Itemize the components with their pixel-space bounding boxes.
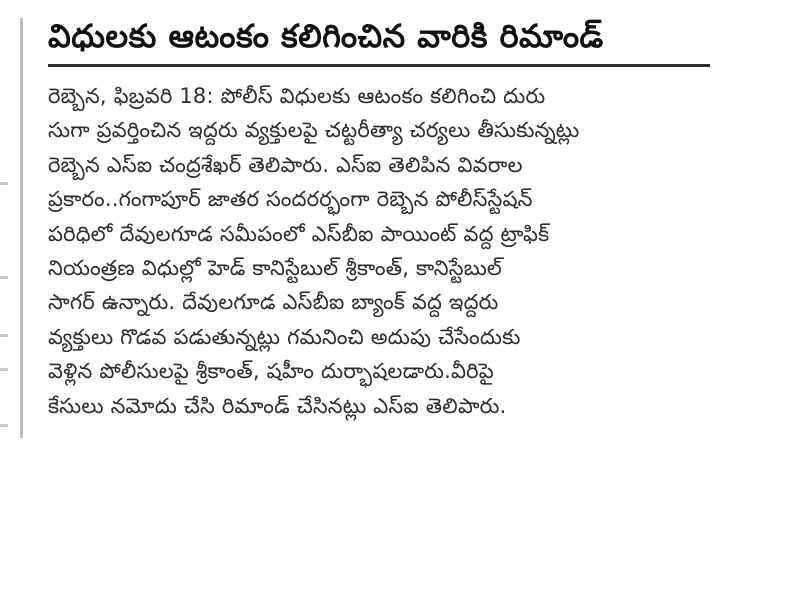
body-line: నియంత్రణ విధుల్లో హెడ్ కానిస్టేబుల్ శ్రీకాంత్, కానిస్టేబుల్ bbox=[48, 255, 502, 280]
body-line: రెబ్బెన, ఫిబ్రవరి 18: పోలీస్ విధులకు ఆటంకం కలిగించి దురు bbox=[48, 84, 546, 108]
article-body bbox=[48, 79, 760, 423]
adjacent-column-fragment bbox=[0, 182, 8, 185]
body-line: వ్యక్తులు గొడవ పడుతున్నట్లు గమనించి అదుపు చేసేందుకు bbox=[48, 324, 521, 349]
body-line: కేసులు నమోదు చేసి రిమాండ్ చేసినట్లు ఎస్ఐ తెలిపారు. bbox=[48, 393, 507, 418]
body-line: పరిధిలో దేవులగూడ సమీపంలో ఎస్‌బీఐ పాయింట్ వద్ద ట్రాఫిక్ bbox=[48, 221, 550, 246]
adjacent-column-fragment bbox=[0, 334, 8, 337]
body-line: వెళ్లిన పోలీసులపై శ్రీకాంత్, షహీం దుర్భాషలడారు.వీరిపై bbox=[48, 359, 494, 384]
news-article bbox=[48, 14, 760, 423]
adjacent-column-fragment bbox=[0, 368, 8, 371]
body-line: ప్రకారం..గంగాపూర్ జాతర సందరర్భంగా రెబ్బెన పోలీస్‌స్టేషన్ bbox=[48, 187, 533, 212]
body-line: రెబ్బెన ఎస్ఐ చంద్రశేఖర్ తెలిపారు. ఎస్ఐ తెలిపిన వివరాల bbox=[48, 152, 523, 177]
article-headline: విధులకు ఆటంకం కలిగించిన వారికి రిమాండ్ bbox=[48, 17, 604, 55]
headline-divider bbox=[48, 64, 710, 67]
adjacent-column-rule bbox=[20, 18, 23, 438]
adjacent-column-fragment bbox=[0, 424, 8, 427]
body-line: సుగా ప్రవర్తించిన ఇద్దరు వ్యక్తులపై చట్టరీత్యా చర్యలు తీసుకున్నట్లు bbox=[48, 118, 580, 143]
body-line: సాగర్ ఉన్నారు. దేవులగూడ ఎస్‌బీఐ బ్యాంక్ వద్ద ఇద్దరు bbox=[48, 290, 499, 315]
adjacent-column-fragment bbox=[0, 276, 8, 279]
